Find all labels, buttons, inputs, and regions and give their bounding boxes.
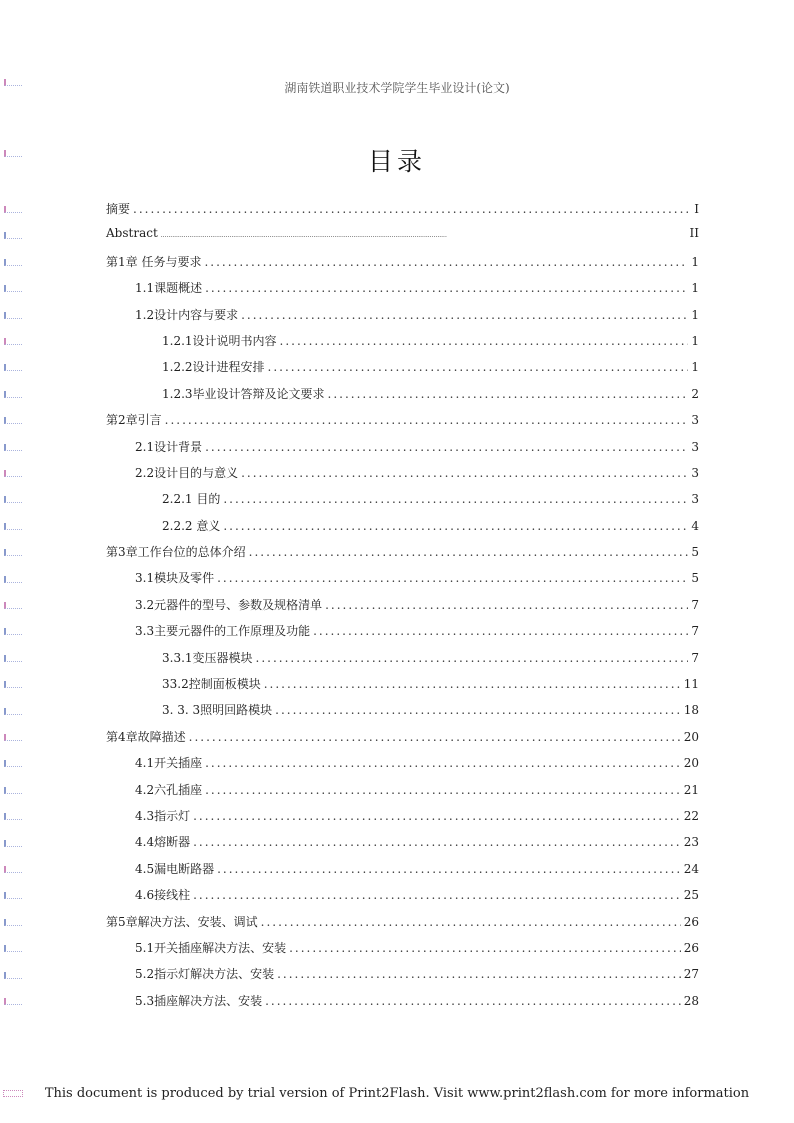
toc-dot-leader (193, 888, 681, 902)
page-footer: This document is produced by trial version of Print2Flash. Visit www.print2flash.com for more information (44, 1086, 750, 1101)
toc-entry-label: 4.2六孔插座 (135, 782, 203, 797)
margin-mark (4, 681, 22, 688)
toc-entry-page: 5 (691, 571, 699, 586)
toc-entry-page: 25 (683, 888, 699, 903)
toc-entry[interactable] (106, 517, 699, 543)
toc-entry-page: 21 (683, 782, 699, 797)
toc-entry[interactable] (106, 438, 699, 464)
toc-entry-page: 28 (683, 993, 699, 1008)
margin-mark (4, 549, 22, 556)
toc-entry-page: 26 (683, 940, 699, 955)
margin-mark (4, 391, 22, 398)
toc-entry[interactable] (106, 596, 699, 622)
toc-entry-label: 4.4熔断器 (135, 835, 191, 850)
toc-dot-leader (205, 783, 681, 797)
toc-entry[interactable] (106, 675, 699, 701)
toc-entry-page: 3 (691, 413, 699, 428)
toc-entry-label: 5.1开关插座解决方法、安装 (135, 940, 287, 955)
toc-entry-label: 5.3插座解决方法、安装 (135, 993, 263, 1008)
page-header: 湖南铁道职业技术学院学生毕业设计(论文) (284, 81, 510, 95)
toc-entry[interactable] (106, 332, 699, 358)
toc-entry-label: 1.2.3毕业设计答辩及论文要求 (162, 386, 325, 401)
margin-mark (4, 840, 22, 847)
toc-entry[interactable] (106, 543, 699, 569)
toc-dot-leader (205, 756, 681, 770)
margin-mark (4, 945, 22, 952)
toc-dot-leader (223, 492, 688, 506)
toc-entry-page: 18 (683, 703, 699, 718)
toc-dot-leader (161, 232, 687, 239)
toc-entry[interactable] (106, 965, 699, 991)
margin-mark (4, 919, 22, 926)
toc-entry-page: 5 (691, 545, 699, 560)
toc-entry[interactable] (106, 411, 699, 437)
toc-entry[interactable] (106, 358, 699, 384)
toc-dot-leader (205, 440, 688, 454)
margin-mark (4, 813, 22, 820)
toc-dot-leader (249, 545, 688, 559)
toc-entry-label: 4.5漏电断路器 (135, 861, 215, 876)
toc-entry-page: 23 (683, 835, 699, 850)
toc-entry[interactable] (106, 649, 699, 675)
toc-entry[interactable] (106, 490, 699, 516)
toc-entry-label: 第3章工作台位的总体介绍 (106, 545, 246, 560)
toc-entry-page: 2 (691, 386, 699, 401)
margin-mark (4, 972, 22, 979)
margin-mark (4, 232, 22, 239)
toc-entry[interactable] (106, 200, 699, 226)
toc-entry[interactable] (106, 728, 699, 754)
toc-entry-page: 7 (691, 624, 699, 639)
toc-dot-leader (223, 519, 688, 533)
toc-dot-leader (277, 967, 681, 981)
toc-entry-label: 4.6接线柱 (135, 888, 191, 903)
toc-entry[interactable] (106, 569, 699, 595)
toc-entry-page: 20 (683, 729, 699, 744)
toc-entry[interactable] (106, 913, 699, 939)
toc-entry-label: 3.3.1变压器模块 (162, 650, 253, 665)
toc-entry-page: 7 (691, 650, 699, 665)
toc-entry[interactable] (106, 781, 699, 807)
toc-entry-page: 11 (683, 677, 699, 692)
toc-entry-label: 4.1开关插座 (135, 756, 203, 771)
toc-entry-page: I (694, 202, 699, 216)
table-of-contents (106, 200, 699, 1018)
toc-entry-label: 1.2.2设计进程安排 (162, 360, 265, 375)
toc-entry-label: 第2章引言 (106, 413, 162, 428)
toc-dot-leader (205, 281, 688, 295)
toc-dot-leader (217, 571, 688, 585)
toc-dot-leader (265, 994, 681, 1008)
toc-entry-page: 1 (691, 360, 699, 375)
toc-entry[interactable] (106, 226, 699, 252)
margin-mark (4, 576, 22, 583)
margin-mark (4, 364, 22, 371)
toc-entry-label: 3.3主要元器件的工作原理及功能 (135, 624, 311, 639)
margin-mark (4, 892, 22, 899)
toc-dot-leader (133, 202, 688, 216)
margin-mark (4, 998, 22, 1005)
toc-entry-label: 第1章 任务与要求 (106, 254, 202, 269)
margin-mark (4, 734, 22, 741)
toc-dot-leader (280, 334, 688, 348)
margin-mark (4, 708, 22, 715)
toc-entry-label: 摘要 (106, 202, 131, 216)
margin-mark (4, 760, 22, 767)
toc-dot-leader (289, 941, 681, 955)
margin-mark (4, 312, 22, 319)
margin-mark (4, 444, 22, 451)
toc-dot-leader (261, 915, 681, 929)
toc-entry-page: 20 (683, 756, 699, 771)
margin-mark (4, 417, 22, 424)
toc-entry-page: 3 (691, 492, 699, 507)
toc-dot-leader (256, 651, 688, 665)
toc-entry-label: 2.2设计目的与意义 (135, 465, 239, 480)
toc-entry[interactable] (106, 622, 699, 648)
margin-mark (4, 285, 22, 292)
toc-entry[interactable] (106, 253, 699, 279)
toc-dot-leader (165, 413, 688, 427)
toc-entry-label: 3.2元器件的型号、参数及规格清单 (135, 597, 323, 612)
toc-entry-label: 5.2指示灯解决方法、安装 (135, 967, 275, 982)
toc-entry-page: 1 (691, 281, 699, 296)
toc-dot-leader (313, 624, 688, 638)
toc-entry[interactable] (106, 939, 699, 965)
margin-mark (4, 602, 22, 609)
toc-entry-label: 1.1课题概述 (135, 281, 203, 296)
toc-entry-label: 33.2控制面板模块 (162, 677, 261, 692)
margin-mark (4, 655, 22, 662)
toc-entry[interactable] (106, 279, 699, 305)
toc-entry-label: 1.2.1设计说明书内容 (162, 333, 277, 348)
toc-dot-leader (328, 387, 688, 401)
margin-mark (4, 628, 22, 635)
toc-entry[interactable] (106, 701, 699, 727)
toc-entry[interactable] (106, 385, 699, 411)
toc-entry-page: 4 (691, 518, 699, 533)
toc-entry-label: 3.1模块及零件 (135, 571, 215, 586)
toc-entry-page: 22 (683, 808, 699, 823)
page-title: 目录 (367, 147, 426, 176)
toc-entry[interactable] (106, 833, 699, 859)
toc-dot-leader (193, 809, 681, 823)
toc-entry-page: 3 (691, 439, 699, 454)
toc-entry[interactable] (106, 886, 699, 912)
margin-mark (4, 470, 22, 477)
toc-entry[interactable] (106, 306, 699, 332)
toc-entry[interactable] (106, 464, 699, 490)
toc-entry[interactable] (106, 807, 699, 833)
toc-entry-label: 2.2.2 意义 (162, 518, 221, 533)
toc-entry-page: 1 (691, 254, 699, 269)
toc-entry-label: 2.1设计背景 (135, 439, 203, 454)
toc-entry[interactable] (106, 860, 699, 886)
toc-dot-leader (275, 703, 681, 717)
toc-entry-page: 1 (691, 307, 699, 322)
toc-entry-page: 3 (691, 465, 699, 480)
toc-dot-leader (189, 730, 681, 744)
margin-mark (4, 523, 22, 530)
toc-entry-page: 26 (683, 914, 699, 929)
toc-entry-label: 2.2.1 目的 (162, 492, 221, 507)
toc-entry-label: 1.2设计内容与要求 (135, 307, 239, 322)
toc-dot-leader (217, 862, 681, 876)
toc-entry-page: II (689, 226, 699, 241)
toc-entry-label: 第5章解决方法、安装、调试 (106, 914, 258, 929)
margin-mark (4, 787, 22, 794)
margin-mark (4, 259, 22, 266)
toc-entry[interactable] (106, 754, 699, 780)
toc-entry-label: 4.3指示灯 (135, 808, 191, 823)
toc-dot-leader (204, 255, 688, 269)
toc-entry-page: 27 (683, 967, 699, 982)
toc-entry-label: Abstract (106, 226, 158, 241)
toc-entry-page: 1 (691, 333, 699, 348)
toc-entry-page: 7 (691, 597, 699, 612)
toc-dot-leader (325, 598, 688, 612)
margin-mark (4, 866, 22, 873)
margin-mark (4, 338, 22, 345)
toc-entry[interactable] (106, 992, 699, 1018)
margin-mark (4, 206, 22, 213)
toc-entry-label: 3. 3. 3照明回路模块 (162, 703, 273, 718)
toc-dot-leader (241, 466, 688, 480)
toc-entry-page: 24 (683, 861, 699, 876)
margin-mark (4, 496, 22, 503)
toc-dot-leader (241, 308, 688, 322)
toc-dot-leader (268, 360, 688, 374)
toc-dot-leader (264, 677, 681, 691)
toc-entry-label: 第4章故障描述 (106, 729, 186, 744)
toc-dot-leader (193, 835, 681, 849)
